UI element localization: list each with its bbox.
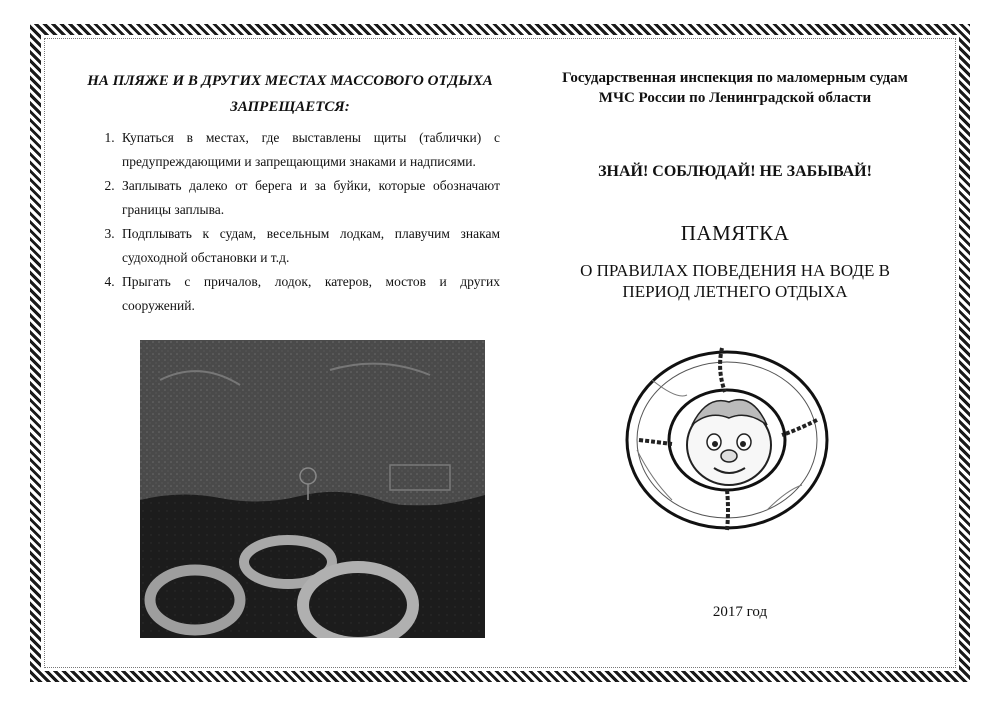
lifebuoy-boy-illustration bbox=[617, 340, 837, 540]
subtitle-line2: ПЕРИОД ЛЕТНЕГО ОТДЫХА bbox=[622, 282, 848, 301]
drawing-lifebuoys-in-water bbox=[140, 340, 485, 638]
left-panel bbox=[80, 68, 500, 318]
brochure-subtitle bbox=[520, 260, 950, 302]
slogan: ЗНАЙ! СОБЛЮДАЙ! НЕ ЗАБЫВАЙ! bbox=[598, 163, 872, 180]
rule-item-3: 3. Подплывать к судам, весельным лодкам, плавучим знакам судоходной обстановки и т.д. bbox=[118, 222, 500, 270]
subtitle-line1: О ПРАВИЛАХ ПОВЕДЕНИЯ НА ВОДЕ В bbox=[580, 261, 890, 280]
organization-name bbox=[520, 68, 950, 108]
rule-item-1: 1. Купаться в местах, где выставлены щиты (таблички) с предупреждающими и запрещающими знаками и надписями. bbox=[118, 126, 500, 174]
rules-list bbox=[80, 126, 500, 318]
organization-line2: МЧС России по Ленинградской области bbox=[598, 90, 872, 106]
rules-heading-line1: НА ПЛЯЖЕ И В ДРУГИХ МЕСТАХ МАССОВОГО ОТДЫХА bbox=[87, 73, 493, 89]
year: 2017 год bbox=[712, 604, 768, 620]
rule-item-4: 4. Прыгать с причалов, лодок, катеров, мостов и других сооружений. bbox=[118, 270, 500, 318]
right-panel bbox=[520, 68, 950, 302]
brochure-title: ПАМЯТКА bbox=[680, 221, 790, 245]
organization-line1: Государственная инспекция по маломерным судам bbox=[562, 70, 908, 86]
rule-item-2: 2. Заплывать далеко от берега и за буйки, которые обозначают границы заплыва. bbox=[118, 174, 500, 222]
rules-heading bbox=[80, 68, 500, 120]
rules-heading-line2: ЗАПРЕЩАЕТСЯ: bbox=[230, 99, 350, 115]
